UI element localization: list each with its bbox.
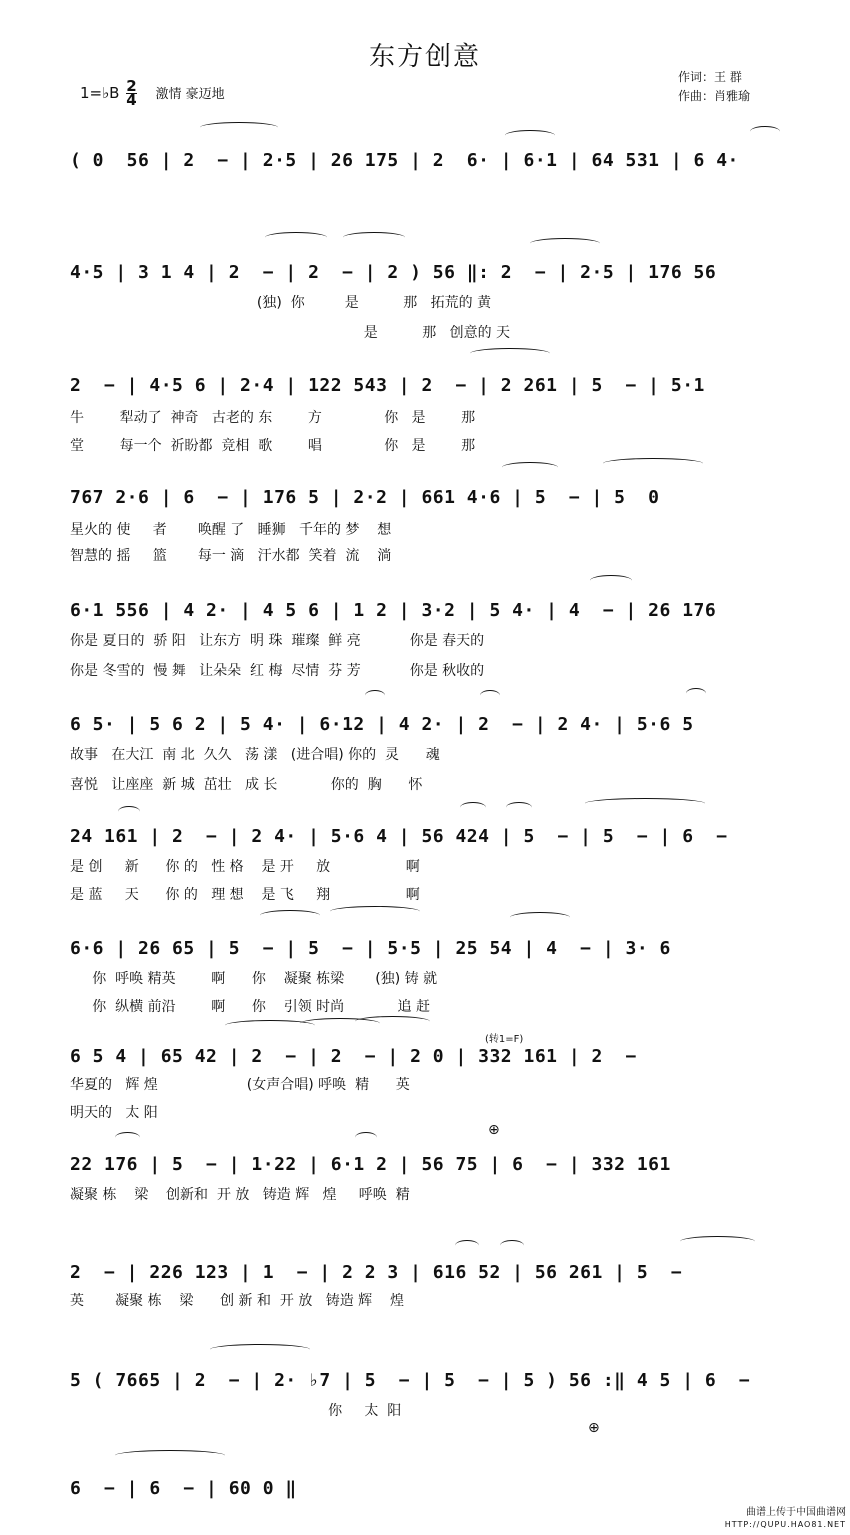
tie-mark (470, 348, 550, 359)
tie-mark (505, 130, 555, 141)
song-title: 东方创意 (368, 42, 481, 72)
notes-line: 6 5 4 | 65 42 | 2 − | 2 − | 2 0 | 332 161 | 2 − (70, 1046, 637, 1067)
notes-line: 6·1 556 | 4 2· | 4 5 6 | 1 2 | 3·2 | 5 4· | 4 − | 26 176 (70, 600, 717, 621)
lyrics-verse-1: 你 太 阳 (70, 1403, 402, 1419)
lyrics-verse-1: 故事 在大江 南 北 久久 荡 漾 (进合唱) 你的 灵 魂 (70, 747, 440, 763)
time-signature (126, 77, 137, 109)
tie-mark (585, 798, 705, 809)
segno-icon: ⊕ (588, 1420, 600, 1436)
tie-mark (500, 1240, 524, 1251)
key-signature (80, 77, 225, 109)
lyrics-verse-2: 是 蓝 天 你 的 理 想 是 飞 翔 啊 (70, 887, 420, 903)
lyrics-verse-2: 你是 冬雪的 慢 舞 让朵朵 红 梅 尽情 芬 芳 你是 秋收的 (70, 663, 485, 679)
tie-mark (200, 122, 278, 133)
watermark-line-1: 曲谱上传于中国曲谱网 (746, 1507, 846, 1518)
lyrics-verse-1: (独) 你 是 那 拓荒的 黄 (70, 295, 492, 311)
time-top: 2 (126, 77, 137, 95)
lyricist: 作词：王 群 (678, 70, 742, 84)
key-label: 1=♭B (80, 84, 120, 102)
lyrics-verse-1: 星火的 使 者 唤醒 了 睡狮 千年的 梦 想 (70, 522, 392, 538)
tie-mark (750, 126, 780, 137)
notes-line: 6 5· | 5 6 2 | 5 4· | 6·12 | 4 2· | 2 − | 2 4· | 5·6 5 (70, 714, 694, 735)
tie-mark (510, 912, 570, 923)
tie-mark (590, 575, 632, 586)
tie-mark (115, 1450, 225, 1461)
tie-mark (502, 462, 558, 473)
tie-mark (355, 1016, 430, 1027)
notes-line: 6 − | 6 − | 60 0 ‖ (70, 1478, 297, 1499)
tie-mark (260, 910, 320, 921)
lyrics-verse-2: 喜悦 让座座 新 城 茁壮 成 长 你的 胸 怀 (70, 777, 423, 793)
tempo-mood: 激情 豪迈地 (155, 87, 225, 102)
lyrics-verse-2: 是 那 创意的 天 (70, 325, 511, 341)
lyrics-verse-1: 凝聚 栋 梁 创新和 开 放 铸造 辉 煌 呼唤 精 (70, 1187, 410, 1203)
lyrics-verse-1: 牛 犁动了 神奇 古老的 东 方 你 是 那 (70, 410, 476, 426)
segno-icon: ⊕ (488, 1122, 500, 1138)
lyrics-verse-2: 你 纵横 前沿 啊 你 引领 时尚 追 赶 (70, 999, 431, 1015)
tie-mark (118, 806, 140, 817)
tie-mark (343, 232, 405, 243)
tie-mark (115, 1132, 140, 1143)
tie-mark (686, 688, 706, 699)
watermark-line-2: HTTP://QUPU.HAO81.NET (724, 1520, 846, 1529)
tie-mark (460, 802, 486, 813)
notes-line: 2 − | 4·5 6 | 2·4 | 122 543 | 2 − | 2 261 | 5 − | 5·1 (70, 375, 705, 396)
tie-mark (355, 1132, 377, 1143)
modulation-mark: (转1=F) (485, 1034, 524, 1045)
tie-mark (530, 238, 600, 249)
notes-line: 22 176 | 5 − | 1·22 | 6·1 2 | 56 75 | 6 − | 332 161 (70, 1154, 671, 1175)
notes-line: 5 ( 7665 | 2 − | 2· ♭7 | 5 − | 5 − | 5 ) 56 :‖ 4 5 | 6 − (70, 1370, 751, 1391)
tie-mark (330, 906, 420, 917)
tie-mark (603, 458, 703, 469)
notes-line: 4·5 | 3 1 4 | 2 − | 2 − | 2 ) 56 ‖: 2 − | 2·5 | 176 56 (70, 262, 717, 283)
lyrics-verse-2: 智慧的 摇 篮 每一 滴 汗水都 笑着 流 淌 (70, 548, 392, 564)
tie-mark (480, 690, 500, 701)
tie-mark (455, 1240, 479, 1251)
lyrics-verse-1: 你是 夏日的 骄 阳 让东方 明 珠 璀璨 鲜 亮 你是 春天的 (70, 633, 485, 649)
notes-line: ( 0 56 | 2 − | 2·5 | 26 175 | 2 6· | 6·1 | 64 531 | 6 4· (70, 150, 739, 171)
notes-line: 24 161 | 2 − | 2 4· | 5·6 4 | 56 424 | 5 − | 5 − | 6 − (70, 826, 728, 847)
site-watermark (725, 1507, 846, 1531)
tie-mark (365, 690, 385, 701)
lyrics-verse-1: 英 凝聚 栋 梁 创 新 和 开 放 铸造 辉 煌 (70, 1293, 404, 1309)
notes-line: 6·6 | 26 65 | 5 − | 5 − | 5·5 | 25 54 | 4 − | 3· 6 (70, 938, 671, 959)
notes-line: 2 − | 226 123 | 1 − | 2 2 3 | 616 52 | 56 261 | 5 − (70, 1262, 683, 1283)
tie-mark (506, 802, 532, 813)
credits (678, 68, 750, 106)
lyrics-verse-2: 堂 每一个 祈盼都 竞相 歌 唱 你 是 那 (70, 438, 476, 454)
composer: 作曲：肖雅瑜 (678, 89, 751, 103)
tie-mark (680, 1236, 755, 1247)
lyrics-verse-1: 华夏的 辉 煌 (女声合唱) 呼唤 精 英 (70, 1077, 410, 1093)
time-bottom: 4 (126, 91, 137, 109)
notes-line: 767 2·6 | 6 − | 176 5 | 2·2 | 661 4·6 | 5 − | 5 0 (70, 487, 660, 508)
lyrics-verse-1: 是 创 新 你 的 性 格 是 开 放 啊 (70, 859, 420, 875)
tie-mark (265, 232, 327, 243)
tie-mark (210, 1344, 310, 1355)
lyrics-verse-2: 明天的 太 阳 (70, 1105, 158, 1121)
lyrics-verse-1: 你 呼唤 精英 啊 你 凝聚 栋梁 (独) 铸 就 (70, 971, 438, 987)
